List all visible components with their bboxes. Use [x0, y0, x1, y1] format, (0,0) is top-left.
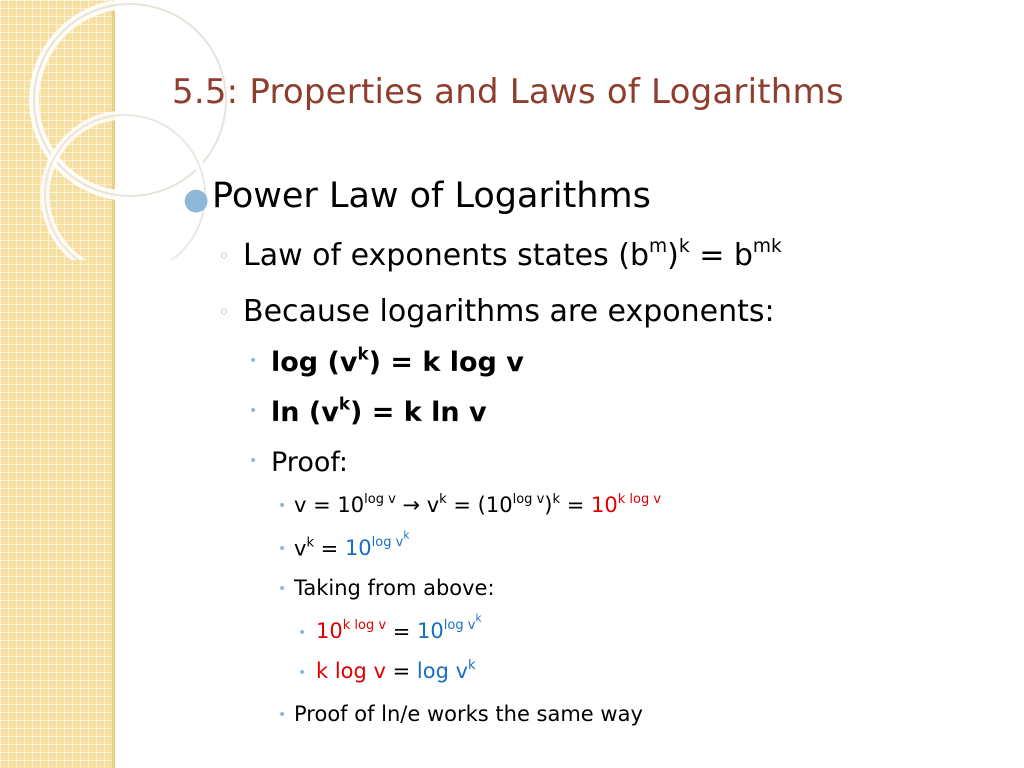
small-dot-bullet-icon: •	[249, 353, 258, 369]
taking-from-above: Taking from above:	[294, 576, 495, 600]
equation-2: k $\log v = \log v^k$	[316, 657, 476, 683]
filled-circle-bullet-icon: ●	[183, 182, 210, 217]
small-dot-bullet-icon: •	[249, 403, 258, 419]
ring-bullet-icon: ◦	[218, 244, 230, 268]
rule-ln: $\ln (v^k) = k$ ln v	[271, 393, 487, 428]
ring-bullet-icon: ◦	[218, 300, 230, 324]
slide-title: 5.5: Properties and Laws of Logarithms	[172, 72, 844, 112]
heading-power-law: Power Law of Logarithms	[212, 176, 651, 216]
proof-line-2: $v^k = 10^{log v^k}$	[294, 530, 410, 561]
small-dot-bullet-icon: •	[298, 665, 307, 681]
proof-line-1: $v = 10^{log v} \to v^k = (10^{log v})^k = 10^{k log v}$	[294, 491, 662, 517]
small-dot-bullet-icon: •	[278, 541, 287, 557]
decorative-rings-icon	[0, 0, 260, 260]
small-dot-bullet-icon: •	[278, 581, 287, 597]
because-exponents: Because logarithms are exponents:	[243, 294, 775, 329]
closing-note: Proof of ln/e works the same way	[294, 702, 643, 726]
small-dot-bullet-icon: •	[278, 707, 287, 723]
rule-log: $\log (v^k) = k$ log v	[271, 343, 524, 378]
law-of-exponents: Law of exponents states $(b^m)^k = b^{mk}$	[243, 235, 782, 273]
small-dot-bullet-icon: •	[278, 498, 287, 514]
small-dot-bullet-icon: •	[298, 625, 307, 641]
small-dot-bullet-icon: •	[249, 453, 258, 469]
equation-1: $10^{k log v} = 10^{log v^k}$	[316, 613, 482, 644]
proof-label: Proof:	[271, 447, 348, 478]
